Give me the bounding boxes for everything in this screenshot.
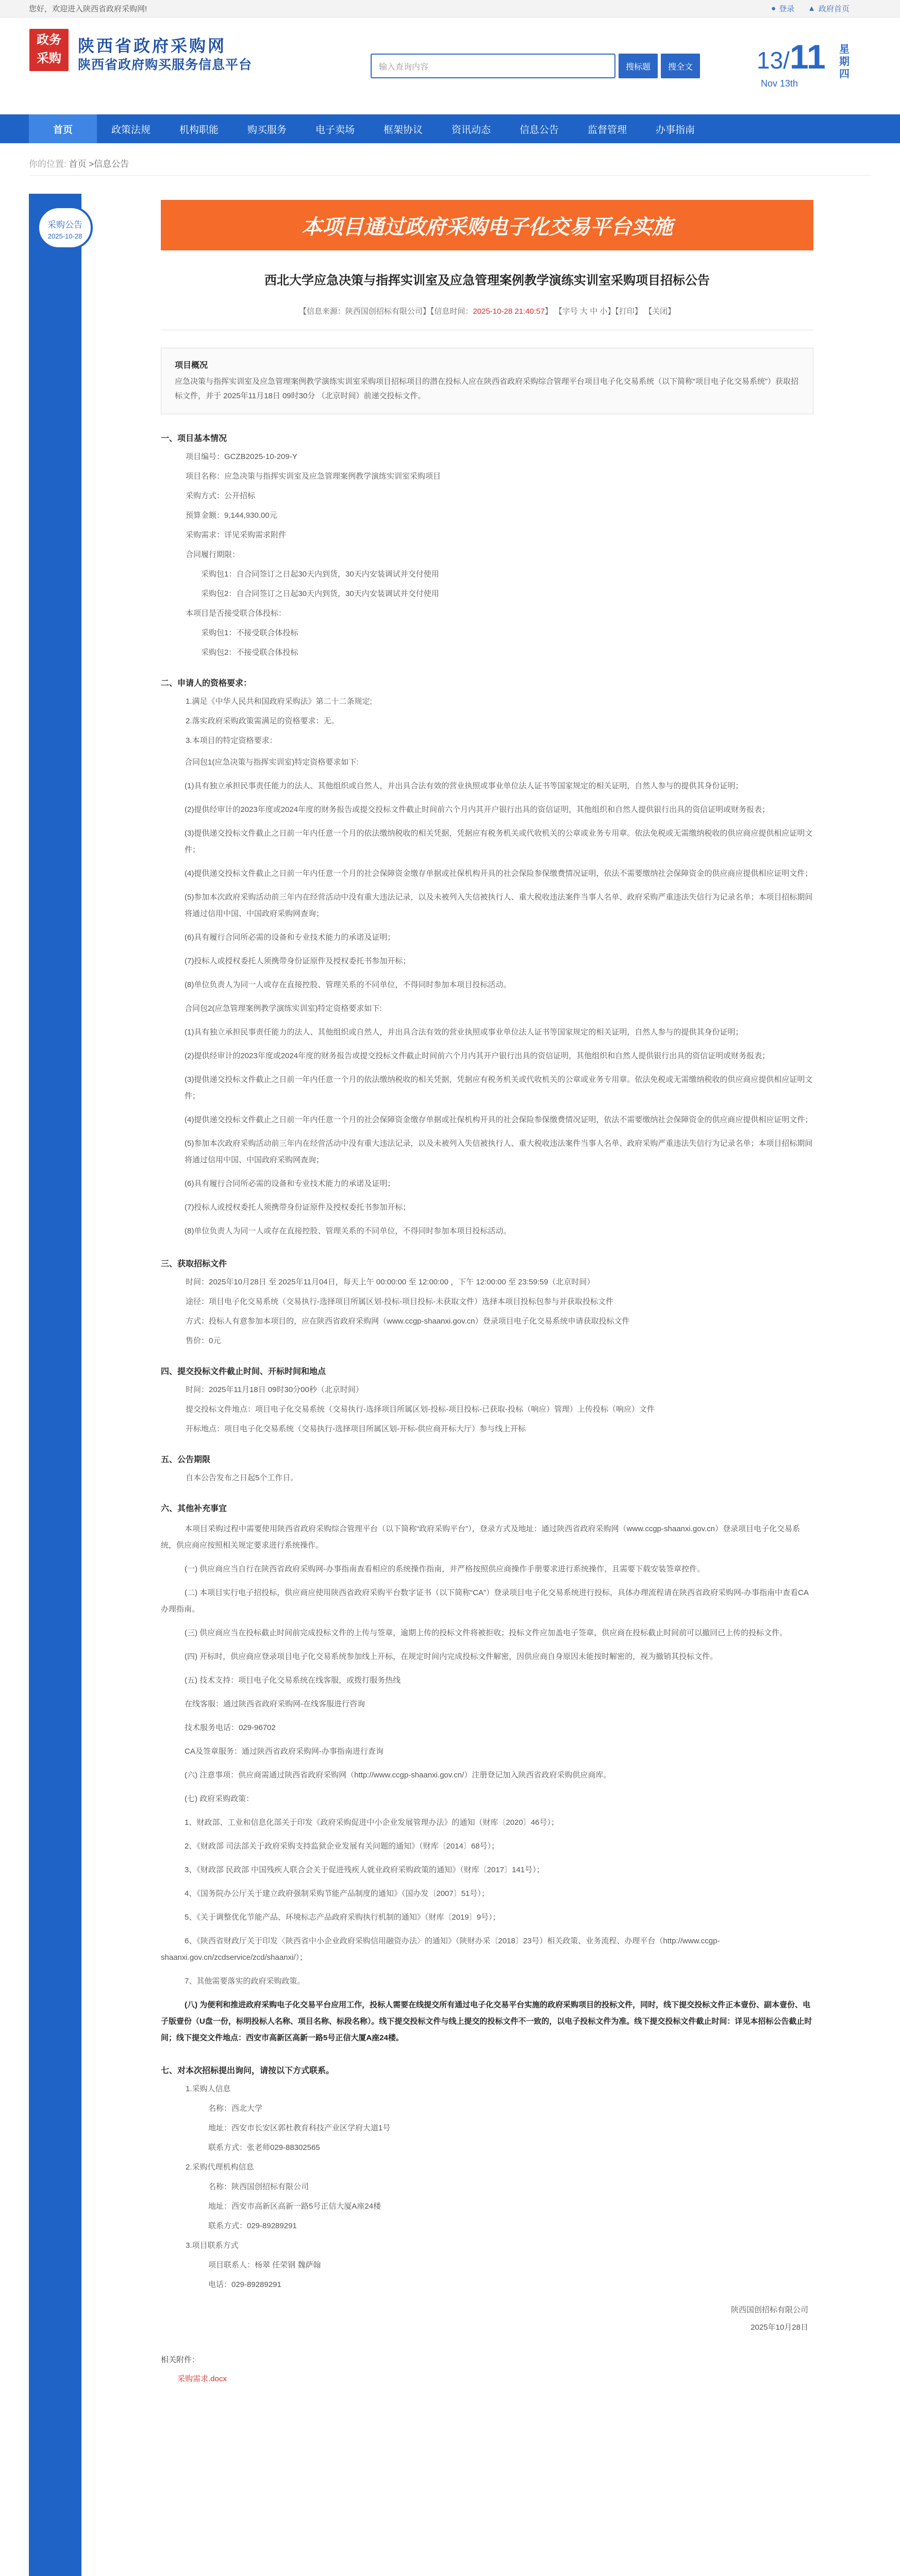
date-widget xyxy=(757,37,849,94)
paragraph: (5)参加本次政府采购活动前三年内在经营活动中没有重大违法记录，以及未被列入失信被执行人、重大税收违法案件当事人名单、政府采购严重违法失信行为记录名单；本项目招标期间将通过信用中国、中国政府采购网查询； xyxy=(185,1139,813,1164)
paragraph: 5、《关于调整优化节能产品、环境标志产品政府采购执行机制的通知》（财库〔2019〕9号）； xyxy=(185,1913,501,1922)
paragraph: (6)具有履行合同所必需的设备和专业技术能力的承诺及证明； xyxy=(185,933,395,942)
info-line: 预算金额：9,144,930.00元 xyxy=(186,511,277,520)
paragraph: 4、《国务院办公厅关于建立政府强制采购节能产品制度的通知》（国办发〔2007〕51号）； xyxy=(185,1889,489,1898)
info-line: 名称：西北大学 xyxy=(208,2104,263,2113)
welcome-text: 您好，欢迎进入陕西省政府采购网! xyxy=(29,5,147,13)
contact-heading: 1.采购人信息 xyxy=(186,2084,231,2093)
info-line: 合同履行期限： xyxy=(186,550,240,559)
info-line: 地址：西安市高新区高新一路5号正信大厦A座24楼 xyxy=(208,2202,381,2211)
paragraph: 3、《财政部 民政部 中国残疾人联合会关于促进残疾人就业政府采购政策的通知》（财库〔2017〕141号）； xyxy=(185,1866,544,1874)
attachment-link[interactable]: 采购需求.docx xyxy=(177,2375,227,2383)
nav-org[interactable]: 机构职能 xyxy=(179,124,219,135)
info-line: 采购需求：详见采购需求附件 xyxy=(186,531,287,539)
date-weekday: 星期四 xyxy=(839,44,849,80)
info-line: 电话：029-89289291 xyxy=(208,2280,281,2289)
paragraph: (3)提供递交投标文件截止之日前一年内任意一个月的依法缴纳税收的相关凭据，凭据应有税务机关或代收机关的公章或业务专用章。依法免税或无需缴纳税收的供应商应提供相应证明文件； xyxy=(185,1075,813,1100)
paragraph: (7)投标人或授权委托人须携带身份证原件及授权委托书参加开标； xyxy=(185,1203,411,1212)
search-bar xyxy=(371,54,700,78)
info-line: 采购方式：公开招标 xyxy=(186,492,256,500)
paragraph: (3)提供递交投标文件截止之日前一年内任意一个月的依法缴纳税收的相关凭据，凭据应有税务机关或代收机关的公章或业务专用章。依法免税或无需缴纳税收的供应商应提供相应证明文件； xyxy=(185,829,813,854)
paragraph: 7、其他需要落实的政府采购政策。 xyxy=(185,1977,305,1986)
divider xyxy=(29,175,871,176)
contact-heading: 2.采购代理机构信息 xyxy=(186,2163,254,2172)
section-heading: 三、获取招标文件 xyxy=(161,1260,227,1268)
user-icon: ● xyxy=(771,4,776,13)
info-line: 地址：西安市长安区郭杜教育科技产业区学府大道1号 xyxy=(208,2124,391,2132)
date-english: Nov 13th xyxy=(761,78,798,89)
info-line: 时间：2025年10月28日 至 2025年11月04日，每天上午 00:00:00 至 12:00:00 ，下午 12:00:00 至 23:59:59（北京时间） xyxy=(186,1278,595,1286)
site-title: 陕西省政府采购网 xyxy=(78,37,227,55)
paragraph: 合同包2(应急管理案例教学演练实训室)特定资格要求如下: xyxy=(185,1004,382,1013)
home-icon: ▲ xyxy=(808,4,815,13)
info-line: 采购包2：自合同签订之日起30天内到货，30天内安装调试并交付使用 xyxy=(201,589,439,598)
paragraph: (8)单位负责人为同一人或存在直接控股、管理关系的不同单位，不得同时参加本项目投标活动。 xyxy=(185,1227,511,1235)
nav-home[interactable]: 首页 xyxy=(29,114,97,143)
nav-guide[interactable]: 办事指南 xyxy=(655,124,695,135)
nav-supervision[interactable]: 监督管理 xyxy=(587,124,627,135)
paragraph: (4)提供递交投标文件截止之日前一年内任意一个月的社会保障资金缴存单据或社保机构开具的社会保险参保缴费情况证明，依法不需要缴纳社会保障资金的供应商应提供相应证明文件； xyxy=(185,1115,813,1124)
publish-time: 2025-10-28 21:40:57 xyxy=(473,307,545,316)
nav-notice[interactable]: 信息公告 xyxy=(519,124,559,135)
info-line: 项目编号：GCZB2025-10-209-Y xyxy=(186,452,297,461)
info-line: 项目联系人：杨翠 任荣钢 魏萨翰 xyxy=(208,2261,321,2269)
paragraph: (7)投标人或授权委托人须携带身份证原件及授权委托书参加开标； xyxy=(185,957,411,965)
gov-home-link[interactable]: ▲ 政府首页 xyxy=(808,4,849,13)
top-bar xyxy=(0,0,900,18)
section-heading: 二、申请人的资格要求： xyxy=(161,679,252,688)
paragraph: (八) 为便利和推进政府采购电子化交易平台应用工作，投标人需要在线提交所有通过电子化交易平台实施的政府采购项目的投标文件，同时，线下提交投标文件正本壹份、副本壹份、电子版壹份（U盘一份，标明投标人名称、项目名称、标段名称）。线下提交投标文件与线上提交的投标文件不一致的，以电子投标文件为准。线下提交投标文件截止时间：详见本招标公告截止时间；线下提交文件地点：西安市高新区高新一路5号正信大厦A座24楼。 xyxy=(161,2001,812,2042)
paragraph: (二) 本项目实行电子招投标，供应商应使用陕西省政府采购平台数字证书（以下简称“CA”）登录项目电子化交易系统进行投标，具体办理流程请在陕西省政府采购网-办事指南中查看CA办理指南。 xyxy=(161,1588,809,1614)
contact-heading: 3.项目联系方式 xyxy=(186,2241,239,2250)
date-month: 13/ xyxy=(757,47,790,74)
breadcrumb-path[interactable]: 首页 >信息公告 xyxy=(69,159,129,169)
section-heading: 五、公告期限 xyxy=(161,1455,211,1464)
paragraph: (1)具有独立承担民事责任能力的法人、其他组织或自然人，并出具合法有效的营业执照或事业单位法人证书等国家规定的相关证明，自然人参与的提供其身份证明； xyxy=(185,782,743,790)
search-fulltext-button[interactable]: 搜全文 xyxy=(661,54,700,78)
attachments: 相关附件： 采购需求.docx xyxy=(161,2354,813,2384)
info-line: 采购包2：不接受联合体投标 xyxy=(201,648,298,657)
paragraph: (2)提供经审计的2023年度或2024年度的财务报告或提交投标文件截止时间前六个月内其开户银行出具的资信证明，其他组织和自然人提供银行出具的资信证明或财务报表； xyxy=(185,805,770,814)
main-nav xyxy=(0,114,900,143)
nav-news[interactable]: 资讯动态 xyxy=(451,124,491,135)
paragraph: 本项目采购过程中需要使用陕西省政府采购综合管理平台（以下简称“政府采购平台”），登录方式及地址：通过陕西省政府采购网（www.ccgp-shaanxi.gov.cn）登录项目电子化交易系统，供应商应按照相关规定要求进行系统操作。 xyxy=(161,1524,800,1550)
paragraph: 技术服务电话：029-96702 xyxy=(185,1723,276,1732)
article-title: 西北大学应急决策与指挥实训室及应急管理案例教学演练实训室采购项目招标公告 xyxy=(264,274,710,287)
paragraph: (5)参加本次政府采购活动前三年内在经营活动中没有重大违法记录，以及未被列入失信被执行人、重大税收违法案件当事人名单、政府采购严重违法失信行为记录名单；本项目招标期间将通过信用中国、中国政府采购网查询； xyxy=(185,893,813,918)
info-line: 售价：0元 xyxy=(186,1336,221,1345)
nav-policy[interactable]: 政策法规 xyxy=(111,124,151,135)
info-line: 项目名称：应急决策与指挥实训室及应急管理案例教学演练实训室采购项目 xyxy=(186,472,441,481)
paragraph: (五) 技术支持：项目电子化交易系统在线客服，或拨打服务热线 xyxy=(185,1676,401,1685)
article-meta: 【信息来源：陕西国创招标有限公司】【信息时间：2025-10-28 21:40:57】 【字号 大 中 小】【打印】 【关闭】 xyxy=(161,306,813,330)
category-badge: 采购公告 2025-10-28 xyxy=(37,206,93,249)
paragraph: (七) 政府采购政策： xyxy=(185,1794,254,1803)
paragraph: 1、财政部、工业和信息化部关于印发《政府采购促进中小企业发展管理办法》的通知（财库〔2020〕46号）； xyxy=(185,1818,559,1827)
info-line: 2.落实政府采购政策需满足的资格要求：无。 xyxy=(186,717,339,725)
platform-banner: 本项目通过政府采购电子化交易平台实施 xyxy=(161,200,813,250)
paragraph: (2)提供经审计的2023年度或2024年度的财务报告或提交投标文件截止时间前六个月内其开户银行出具的资信证明，其他组织和自然人提供银行出具的资信证明或财务报表； xyxy=(185,1052,770,1060)
site-subtitle: 陕西省政府购买服务信息平台 xyxy=(78,58,253,72)
info-line: 本项目是否接受联合体投标： xyxy=(186,609,287,618)
info-line: 联系方式：029-89289291 xyxy=(208,2222,297,2230)
paragraph: (1)具有独立承担民事责任能力的法人、其他组织或自然人，并出具合法有效的营业执照或事业单位法人证书等国家规定的相关证明，自然人参与的提供其身份证明； xyxy=(185,1028,743,1037)
info-line: 开标地点：项目电子化交易系统（交易执行-选择项目所属区划-开标-供应商开标大厅）参与线上开标 xyxy=(186,1425,526,1433)
paragraph: 2、《财政部 司法部关于政府采购支持监狱企业发展有关问题的通知》（财库〔2014〕68号）； xyxy=(185,1842,499,1851)
article xyxy=(161,258,813,2384)
paragraph: (8)单位负责人为同一人或存在直接控股、管理关系的不同单位，不得同时参加本项目投标活动。 xyxy=(185,980,511,989)
info-line: 联系方式：张老师029-88302565 xyxy=(208,2143,320,2152)
info-line: 方式：投标人有意参加本项目的，应在陕西省政府采购网（www.ccgp-shaanxi.gov.cn）登录项目电子化交易系统申请获取投标文件 xyxy=(186,1317,630,1326)
signature: 陕西国创招标有限公司 2025年10月28日 xyxy=(730,2306,808,2332)
info-line: 名称：陕西国创招标有限公司 xyxy=(208,2182,309,2191)
project-overview: 项目概况 应急决策与指挥实训室及应急管理案例教学演练实训室采购项目招标项目的潜在投标人应在陕西省政府采购综合管理平台项目电子化交易系统（以下简称“项目电子化交易系统”）获取招标文件，并于 2025年11月18日 09时30分 （北京时间）前递交投标文件。 xyxy=(161,348,813,414)
search-title-button[interactable]: 搜标题 xyxy=(619,54,658,78)
date-day: 11 xyxy=(789,38,826,76)
section-heading: 六、其他补充事宜 xyxy=(161,1504,227,1513)
paragraph: 在线客服：通过陕西省政府采购网-在线客服进行咨询 xyxy=(185,1700,365,1708)
nav-emall[interactable]: 电子卖场 xyxy=(315,124,355,135)
info-line: 途径：项目电子化交易系统（交易执行-选择项目所属区划-投标-项目投标-未获取文件）选择本项目投标包参与并获取投标文件 xyxy=(186,1297,613,1306)
info-line: 提交投标文件地点：项目电子化交易系统（交易执行-选择项目所属区划-投标-项目投标-已获取-投标（响应）管理）上传投标（响应）文件 xyxy=(186,1405,655,1414)
info-line: 时间：2025年11月18日 09时30分00秒（北京时间） xyxy=(186,1385,363,1394)
breadcrumb: 你的位置: 首页 >信息公告 xyxy=(29,159,129,169)
info-line: 1.满足《中华人民共和国政府采购法》第二十二条规定; xyxy=(186,697,372,706)
section-heading: 四、提交投标文件截止时间、开标时间和地点 xyxy=(161,1367,326,1376)
paragraph: 6、《陕西省财政厅关于印发〈陕西省中小企业政府采购信用融资办法〉的通知》（陕财办采〔2018〕23号）相关政策、业务流程、办理平台（http://www.ccgp-shaanxi.gov.cn/zcdservice/zcd/shaanxi/）； xyxy=(161,1937,720,1962)
info-line: 3.本项目的特定资格要求： xyxy=(186,736,277,745)
info-line: 采购包1：不接受联合体投标 xyxy=(201,629,298,637)
nav-service[interactable]: 购买服务 xyxy=(247,124,287,135)
login-link[interactable]: ● 登录 xyxy=(771,4,795,13)
search-input[interactable]: 输入查询内容 xyxy=(371,54,615,78)
paragraph: (6)具有履行合同所必需的设备和专业技术能力的承诺及证明； xyxy=(185,1179,395,1188)
paragraph: CA及签章服务：通过陕西省政府采购网-办事指南进行查询 xyxy=(185,1747,384,1756)
section-heading: 一、项目基本情况 xyxy=(161,434,227,443)
paragraph: (四) 开标时，供应商应登录项目电子化交易系统参加线上开标，在规定时间内完成投标文件解密，因供应商自身原因未能按时解密的，视为撤销其投标文件。 xyxy=(185,1652,718,1661)
paragraph: (一) 供应商应当自行在陕西省政府采购网-办事指南查看相应的系统操作指南，并严格按照供应商操作手册要求进行系统操作，且需要下载安装签章控件。 xyxy=(185,1565,705,1573)
paragraph: (4)提供递交投标文件截止之日前一年内任意一个月的社会保障资金缴存单据或社保机构开具的社会保险参保缴费情况证明，依法不需要缴纳社会保障资金的供应商应提供相应证明文件； xyxy=(185,869,813,878)
paragraph: (六) 注意事项：供应商需通过陕西省政府采购网（http://www.ccgp-shaanxi.gov.cn/）注册登记加入陕西省政府采购供应商库。 xyxy=(185,1771,611,1780)
paragraph: 合同包1(应急决策与指挥实训室)特定资格要求如下: xyxy=(185,758,359,767)
site-logo[interactable]: 政务 采购 xyxy=(29,29,69,71)
info-line: 采购包1：自合同签订之日起30天内到货，30天内安装调试并交付使用 xyxy=(201,570,439,579)
info-line: 自本公告发布之日起5个工作日。 xyxy=(186,1473,298,1482)
paragraph: (三) 供应商应当在投标截止时间前完成投标文件的上传与签章，逾期上传的投标文件将被拒收；投标文件应加盖电子签章，供应商在投标截止时间前可以撤回已上传的投标文件。 xyxy=(185,1629,788,1637)
nav-framework[interactable]: 框架协议 xyxy=(383,124,423,135)
section-heading: 七、对本次招标提出询问，请按以下方式联系。 xyxy=(161,2066,335,2075)
side-rail xyxy=(29,194,81,2576)
